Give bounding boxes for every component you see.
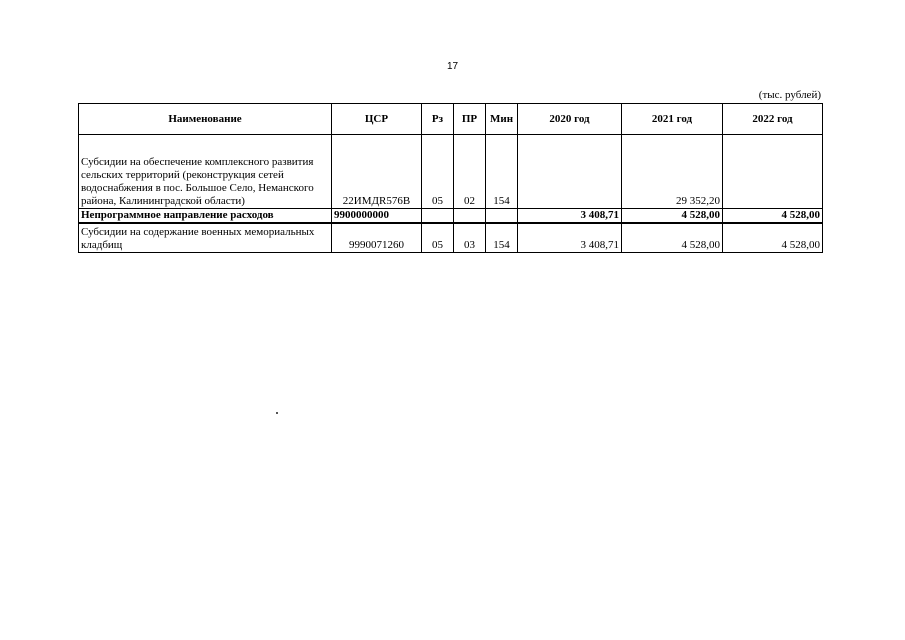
cell-2021: 4 528,00	[622, 209, 723, 224]
cell-pr	[454, 209, 486, 224]
cell-pr: 02	[454, 135, 486, 209]
table-row-total	[79, 209, 823, 224]
budget-table	[78, 103, 823, 253]
cell-2022: 4 528,00	[723, 223, 823, 253]
header-2021: 2021 год	[622, 104, 723, 135]
cell-2021: 4 528,00	[622, 223, 723, 253]
header-pr: ПР	[454, 104, 486, 135]
cell-2020: 3 408,71	[518, 209, 622, 224]
header-name: Наименование	[79, 104, 332, 135]
cell-rz	[422, 209, 454, 224]
cell-min: 154	[486, 135, 518, 209]
page-number: 17	[446, 61, 459, 72]
cell-min: 154	[486, 223, 518, 253]
scan-dot-mark	[276, 412, 278, 414]
cell-min	[486, 209, 518, 224]
cell-2020	[518, 135, 622, 209]
units-label: (тыс. рублей)	[758, 89, 821, 101]
cell-name: Непрограммное направление расходов	[79, 209, 332, 224]
header-min: Мин	[486, 104, 518, 135]
header-2022: 2022 год	[723, 104, 823, 135]
cell-2022	[723, 135, 823, 209]
table-header-row	[79, 104, 823, 135]
cell-rz: 05	[422, 135, 454, 209]
cell-csr: 9990071260	[332, 223, 422, 253]
header-csr: ЦСР	[332, 104, 422, 135]
table-row	[79, 223, 823, 253]
cell-2022: 4 528,00	[723, 209, 823, 224]
header-rz: Рз	[422, 104, 454, 135]
header-2020: 2020 год	[518, 104, 622, 135]
cell-name: Субсидии на содержание военных мемориальных кладбищ	[79, 223, 332, 253]
cell-2021: 29 352,20	[622, 135, 723, 209]
cell-csr: 22ИМДR576B	[332, 135, 422, 209]
cell-pr: 03	[454, 223, 486, 253]
cell-csr: 9900000000	[332, 209, 422, 224]
cell-name: Субсидии на обеспечение комплексного развития сельских территорий (реконструкция сетей водоснабжения в пос. Большое Село, Неманского района, Калининградской области)	[79, 135, 332, 209]
table-row	[79, 135, 823, 209]
cell-rz: 05	[422, 223, 454, 253]
cell-2020: 3 408,71	[518, 223, 622, 253]
